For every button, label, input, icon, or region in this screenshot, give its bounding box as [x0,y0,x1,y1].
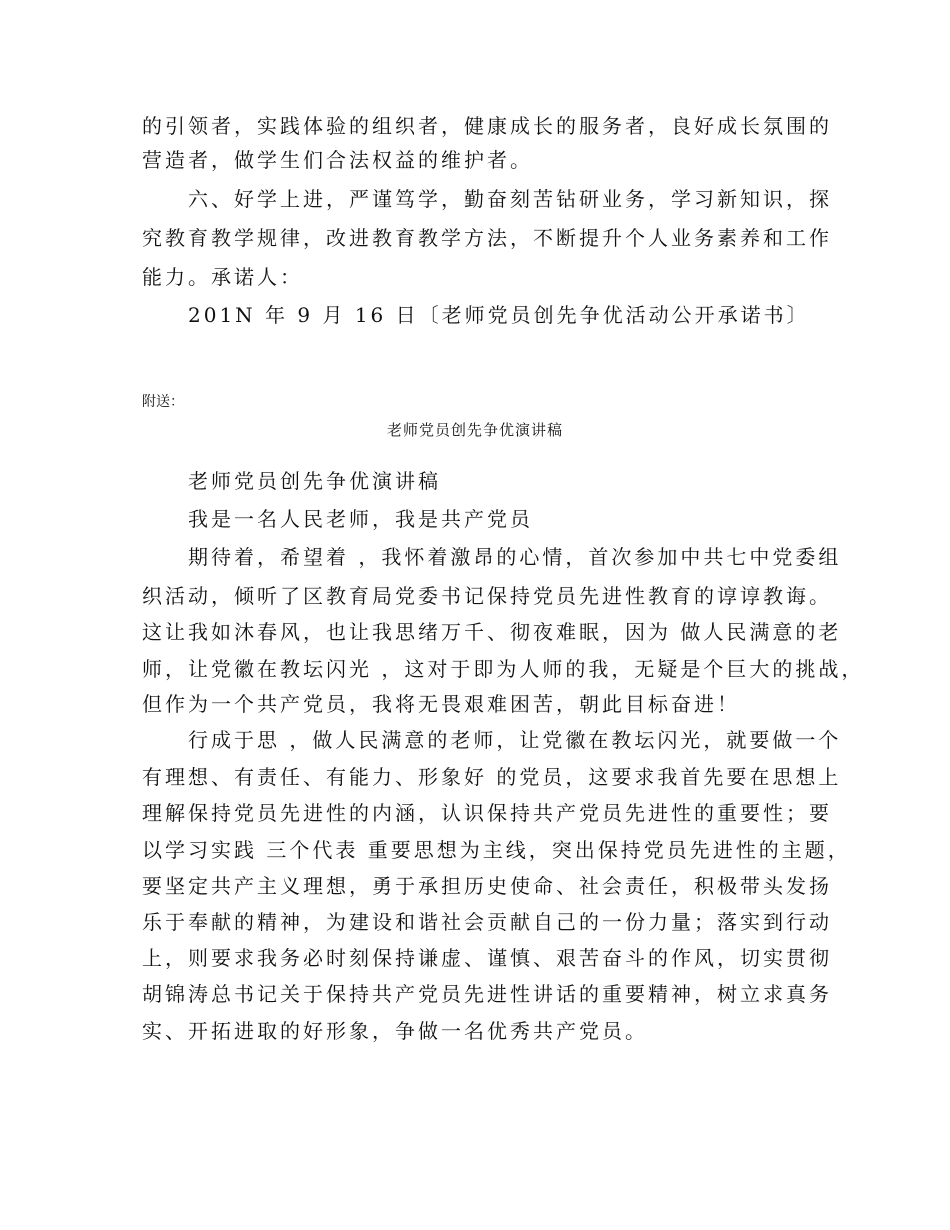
paragraph-line: 营造者，做学生们合法权益的维护者。 [142,148,533,172]
paragraph-line: 六、好学上进，严谨笃学，勤奋刻苦钻研业务，学习新知识，探 [188,187,832,211]
paragraph-line: 能力。承诺人： [142,265,303,289]
signature-date-line: 201N 年 9 月 16 日〔老师党员创先争优活动公开承诺书〕 [188,303,810,327]
paragraph-line: 行成于思 ，做人民满意的老师，让党徽在教坛闪光，就要做一个 [188,728,842,752]
paragraph-line: 乐于奉献的精神，为建设和谐社会贡献自己的一份力量；落实到行动 [142,910,832,934]
paragraph-line: 实、开拓进取的好形象，争做一名优秀共产党员。 [142,1019,648,1043]
paragraph-line: 期待着，希望着 ，我怀着激昂的心情，首次参加中共七中党委组 [188,545,842,569]
paragraph-line: 的引领者，实践体验的组织者，健康成长的服务者，良好成长氛围的 [142,114,832,138]
speech-heading: 老师党员创先争优演讲稿 [188,469,441,493]
paragraph-line: 这让我如沐春风，也让我思绪万千、彻夜难眠，因为 做人民满意的老 [142,620,842,644]
speech-subheading: 我是一名人民老师，我是共产党员 [188,507,533,531]
paragraph-line: 以学习实践 三个代表 重要思想为主线，突出保持党员先进性的主题， [142,838,851,862]
paragraph-line: 织活动，倾听了区教育局党委书记保持党员先进性教育的谆谆教诲。 [142,584,832,608]
paragraph-line: 但作为一个共产党员，我将无畏艰难困苦，朝此目标奋进！ [142,692,740,716]
paragraph-line: 有理想、有责任、有能力、形象好 的党员，这要求我首先要在思想上 [142,765,842,789]
appendix-label: 附送： [142,394,184,410]
paragraph-line: 理解保持党员先进性的内涵，认识保持共产党员先进性的重要性；要 [142,801,832,825]
paragraph-line: 师，让党徽在教坛闪光 ，这对于即为人师的我，无疑是个巨大的挑战， [142,657,865,681]
paragraph-line: 究教育教学规律，改进教育教学方法，不断提升个人业务素养和工作 [142,226,832,250]
appendix-title: 老师党员创先争优演讲稿 [386,421,563,439]
paragraph-line: 上，则要求我务必时刻保持谦虚、谨慎、艰苦奋斗的作风，切实贯彻 [142,946,832,970]
paragraph-line: 胡锦涛总书记关于保持共产党员先进性讲话的重要精神，树立求真务 [142,982,832,1006]
paragraph-line: 要坚定共产主义理想，勇于承担历史使命、社会责任，积极带头发扬 [142,874,832,898]
